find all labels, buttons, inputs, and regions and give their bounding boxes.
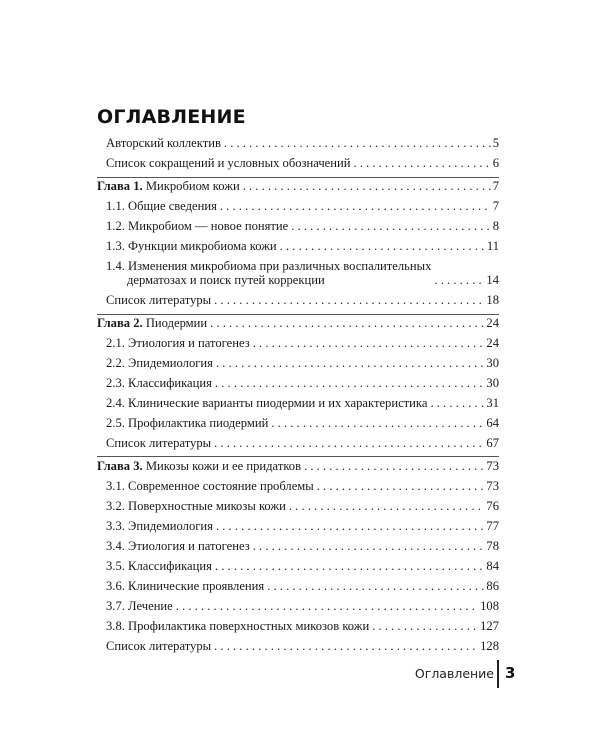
toc-entry-label-line-1: 1.4. Изменения микробиома при различных воспалительных — [106, 259, 432, 273]
toc-entry-label: 3.4. Этиология и патогенез — [106, 539, 250, 553]
toc-entry[interactable] — [106, 639, 499, 653]
toc-entry-page: 73 — [486, 479, 499, 493]
toc-entry[interactable] — [106, 579, 499, 593]
footer-divider — [497, 660, 499, 688]
toc-entry[interactable] — [106, 219, 499, 233]
toc-entry-page: 31 — [486, 396, 499, 410]
toc-entry-page: 86 — [486, 579, 499, 593]
toc-entry-page: 108 — [480, 599, 499, 613]
toc-entry[interactable] — [106, 599, 499, 613]
toc-entry[interactable] — [106, 519, 499, 533]
toc-entry[interactable] — [106, 416, 499, 430]
toc-heading: ОГЛАВЛЕНИЕ — [97, 106, 246, 128]
section-divider — [97, 314, 499, 315]
toc-entry[interactable] — [106, 499, 499, 513]
toc-entry-page: 77 — [486, 519, 499, 533]
toc-entry-page: 30 — [486, 356, 499, 370]
toc-entry[interactable] — [106, 619, 499, 633]
toc-entry[interactable] — [106, 479, 499, 493]
chapter-number: Глава 2. — [97, 316, 143, 330]
toc-entry-page: 6 — [492, 156, 499, 170]
toc-entry-label: Список сокращений и условных обозначений — [106, 156, 351, 170]
toc-entry-label-line-2: дерматозах и поиск путей коррекции — [127, 273, 325, 287]
toc-entry[interactable] — [106, 136, 499, 150]
toc-chapter-2[interactable] — [97, 316, 499, 330]
toc-chapter-3[interactable] — [97, 459, 499, 473]
toc-entry-label: 2.2. Эпидемиология — [106, 356, 213, 370]
chapter-title: Микробиом кожи — [145, 179, 240, 193]
toc-entry[interactable] — [106, 156, 499, 170]
toc-entry-label: Авторский коллектив — [106, 136, 221, 150]
chapter-number: Глава 1. — [97, 179, 143, 193]
toc-entry[interactable] — [106, 336, 499, 350]
toc-entry-label: 1.2. Микробиом — новое понятие — [106, 219, 289, 233]
section-divider — [97, 177, 499, 178]
toc-entry-page: 5 — [492, 136, 499, 150]
toc-entry[interactable] — [106, 539, 499, 553]
toc-entry-page: 64 — [486, 416, 499, 430]
toc-chapter-1[interactable] — [97, 179, 499, 193]
toc-entry[interactable] — [106, 293, 499, 307]
toc-entry-label: 3.1. Современное состояние проблемы — [106, 479, 314, 493]
toc-entry-page: 127 — [480, 619, 499, 633]
toc-entry-label: 3.6. Клинические проявления — [106, 579, 265, 593]
page-number: 3 — [505, 664, 516, 682]
toc-entry-label: 2.3. Классификация — [106, 376, 212, 390]
toc-entry-label: 2.5. Профилактика пиодермий — [106, 416, 269, 430]
toc-entry-page: 76 — [486, 499, 499, 513]
running-footer-section: Оглавление — [414, 666, 494, 681]
toc-entry[interactable] — [106, 239, 499, 253]
toc-entry-label: 3.3. Эпидемиология — [106, 519, 213, 533]
toc-entry-page: 128 — [480, 639, 499, 653]
toc-entry-label: 3.8. Профилактика поверхностных микозов кожи — [106, 619, 370, 633]
toc-entry-page: 84 — [486, 559, 499, 573]
toc-entry-page: 14 — [486, 273, 499, 287]
toc-entry-page: 18 — [486, 293, 499, 307]
toc-entry-label: 2.4. Клинические варианты пиодермии и их характеристика — [106, 396, 428, 410]
toc-entry-page: 67 — [486, 436, 499, 450]
toc-entry-label: Список литературы — [106, 639, 212, 653]
chapter-title: Пиодермии — [145, 316, 208, 330]
toc-entry[interactable] — [106, 559, 499, 573]
toc-entry-label: 1.1. Общие сведения — [106, 199, 217, 213]
toc-entry-page: 7 — [492, 179, 499, 193]
toc-entry[interactable] — [106, 356, 499, 370]
toc-entry[interactable] — [106, 259, 499, 287]
toc-entry-page: 73 — [486, 459, 499, 473]
toc-entry-label: 3.7. Лечение — [106, 599, 173, 613]
toc-entry-label: 2.1. Этиология и патогенез — [106, 336, 250, 350]
toc-entry-label: 3.2. Поверхностные микозы кожи — [106, 499, 286, 513]
section-divider — [97, 456, 499, 457]
toc-entry-page: 78 — [486, 539, 499, 553]
toc-entry-label: Список литературы — [106, 293, 212, 307]
toc-entry[interactable] — [106, 396, 499, 410]
toc-entry-label: 1.3. Функции микробиома кожи — [106, 239, 277, 253]
toc-entry-label: 3.5. Классификация — [106, 559, 212, 573]
toc-entry-page: 11 — [486, 239, 499, 253]
toc-entry[interactable] — [106, 199, 499, 213]
chapter-number: Глава 3. — [97, 459, 143, 473]
toc-entry[interactable] — [106, 376, 499, 390]
toc-entry-label: Список литературы — [106, 436, 212, 450]
chapter-title: Микозы кожи и ее придатков — [145, 459, 302, 473]
toc-entry-page: 24 — [486, 316, 499, 330]
toc-entry[interactable] — [106, 436, 499, 450]
toc-entry-page: 7 — [492, 199, 499, 213]
toc-entry-page: 30 — [486, 376, 499, 390]
toc-entry-page: 24 — [486, 336, 499, 350]
toc-entry-page: 8 — [492, 219, 499, 233]
